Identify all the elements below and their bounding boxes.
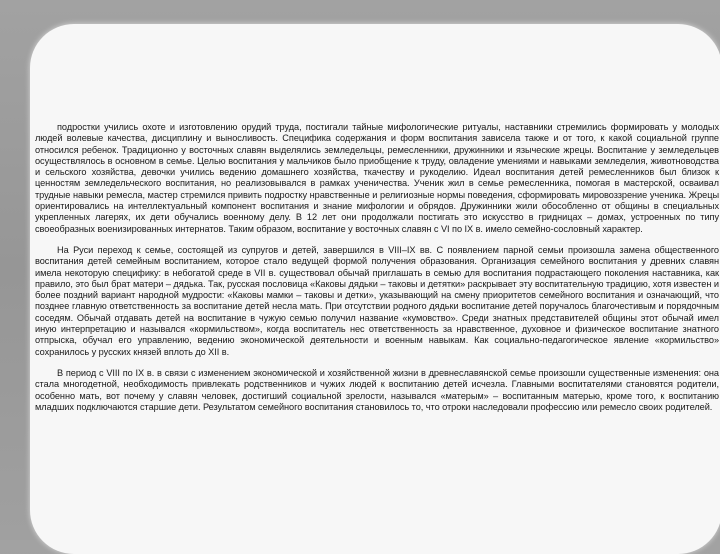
text-block (35, 122, 719, 413)
paragraph-1: подростки учились охоте и изготовлению орудий труда, постигали тайные мифологические ритуалы, наставники стремились формировать у молодых людей волевые качества, дисциплину и выносливость. Специфика содержания и форм воспитания зависела также и от того, к какой социальной группе относился ребенок. Традиционно у восточных славян выделялись земледельцы, ремесленники, дружинники и языческие жрецы. Воспитание у земледельцев осуществлялось в основном в семье. Целью воспитания у мальчиков было приобщение к труду, овладение умениями и навыками земледелия, животноводства и сельского хозяйства, девочки учились ведению домашнего хозяйства, ткачеству и рукоделию. Идеал воспитания детей ремесленников был близок к ценностям земледельческого воспитания, но реализовывался в рамках ученичества. Ученик жил в семье ремесленника, помогая в мастерской, осваивал трудные навыки ремесла, мастер стремился привить подростку нравственные и религиозные нормы поведения, сформировать мировоззрение ученика. Жрецы ориентировались на интеллектуальный компонент воспитания и знание мифологии и обрядов. Дружинники жили обособленно от общины в специальных укрепленных лагерях, их дети обучались военному делу. В 12 лет они продолжали постигать это искусство в гридницах – домах, устроенных по типу своеобразных военизированных интернатов. Таким образом, воспитание у восточных славян с VI по IX в. имело семейно-сословный характер. (35, 122, 719, 234)
paragraph-2: На Руси переход к семье, состоящей из супругов и детей, завершился в VIII–IX вв. С появлением парной семьи произошла замена общественного воспитания детей семейным воспитанием, которое стало ведущей формой получения образования. Организация семейного воспитания у древних славян имела некоторую специфику: в небогатой среде в VII в. существовал обычай приглашать в семью для воспитания подрастающего поколения наставника, как правило, это был брат матери – дядька. Так, русская пословица «Каковы дядьки – таковы и детятки» раскрывает эту воспитательную традицию, хотя известен и более поздний вариант народной мудрости: «Каковы мамки – таковы и детки», указывающий на смену приоритетов семейного воспитания и означающий, что позднее главную ответственность за воспитание детей несла мать. При отсутствии родного дядьки воспитание детей поручалось благочестивым и порядочным соседям. Обычай отдавать детей на воспитание в чужую семью получил название «кумовство». Среди знатных представителей общины этот обычай имел иную интерпретацию и назывался «кормильством», когда воспитатель нес ответственность за нравственное, духовное и физическое воспитание знатного отпрыска, обучал его управлению, ведению экономической деятельности и военным навыкам. Как социально-педагогическое явление «кормильство» сохранилось у русских князей вплоть до XII в. (35, 244, 719, 357)
paragraph-3: В период с VIII по IX в. в связи с изменением экономической и хозяйственной жизни в древнеславянской семье произошли существенные изменения: она стала многодетной, необходимость привлекать родственников и чужих людей к воспитанию детей исчезла. Главными воспитателями становятся родители, особенно мать, вот почему у славян человек, достигший социальной зрелости, назывался «матерым» – воспитанным матерью, кроме того, к воспитанию младших подключаются старшие дети. Результатом семейного воспитания становилось то, что отроки наследовали профессию или ремесло своих родителей. (35, 367, 719, 412)
slide-card (30, 24, 720, 554)
